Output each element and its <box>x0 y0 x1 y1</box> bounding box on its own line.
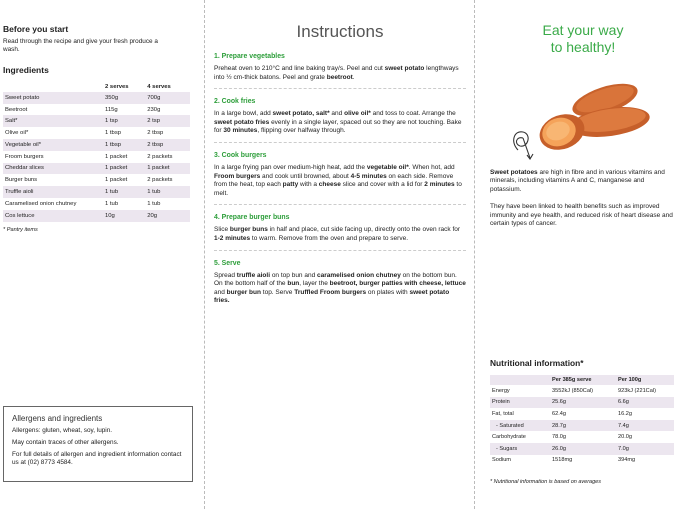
ingredient-amount: 230g <box>147 106 161 113</box>
ingredients-table <box>3 82 190 222</box>
nutrient-name: Sodium <box>492 457 511 464</box>
step-text-bold: patty <box>282 181 299 189</box>
step-heading: 2. Cook fries <box>214 98 256 106</box>
nutrient-name: - Sugars <box>490 443 550 455</box>
ingredient-row <box>3 151 190 163</box>
sweet-potato-illustration <box>490 62 675 162</box>
ingredient-amount: 2 tbsp <box>147 130 164 137</box>
step-text-part: In a large bowl, add <box>214 110 273 118</box>
step-text-bold: Froom burgers <box>214 172 261 180</box>
step-text-bold: 30 minutes <box>223 127 258 135</box>
ingredient-amount: 1 tsp <box>103 115 145 127</box>
ingredient-amount: 1 tbsp <box>103 139 145 151</box>
step-text-part: to warm. Remove from the oven and prepare to serve. <box>250 234 409 242</box>
nutrient-name: Fat, total <box>492 410 514 417</box>
ingredient-row <box>3 139 190 151</box>
nutrition-heading: Nutritional information* <box>490 358 584 368</box>
step-text-part: evenly in a single layer, spaced out so they are not touching. Bake for <box>214 118 462 135</box>
step-divider <box>214 142 466 143</box>
ingredient-amount: 1 packet <box>105 153 128 160</box>
before-you-start-text: Read through the recipe and give your fresh produce a wash. <box>3 38 158 54</box>
ingredient-amount: 1 packet <box>105 177 128 184</box>
step-heading: 3. Cook burgers <box>214 151 267 159</box>
ingredients-body <box>3 92 190 222</box>
ingredient-row <box>3 198 190 210</box>
step-text-bold: truffle aioli <box>236 271 271 279</box>
step-text <box>214 164 466 198</box>
step-text-part: and cook until browned, about <box>260 172 351 180</box>
health-column <box>484 0 679 509</box>
ingredient-row <box>3 174 190 186</box>
step-text-bold: beetroot, burger patties with cheese, lettuce <box>329 280 466 288</box>
sweet-potatoes-bold: Sweet potatoes <box>490 169 538 176</box>
ingredient-amount: 20g <box>145 210 190 222</box>
step-text-part: . When hot, add <box>408 163 455 171</box>
nutrient-value: 7.0g <box>616 443 674 455</box>
ingredient-name: Cos lettuce <box>3 210 103 222</box>
ingredient-name: Salt* <box>3 115 103 127</box>
step-text-part: to melt. <box>214 181 462 197</box>
ingredient-amount: 2 packets <box>147 177 173 184</box>
step-text-bold: olive oil* <box>344 110 371 118</box>
sweet-potatoes-rest: are high in fibre and in various vitamins and minerals, including vitamins A and C, manganese and potassium. <box>490 169 665 193</box>
ingredient-row <box>3 115 190 127</box>
nutrient-value: 923kJ (221Cal) <box>618 387 656 394</box>
step-text-bold: sweet potato <box>384 65 425 72</box>
step-text-bold: 4-5 minutes <box>350 172 387 180</box>
sweet-potato-benefits-text <box>490 169 674 194</box>
nutrient-name: Carbohydrate <box>492 434 526 441</box>
step-text-part: , layer the <box>299 280 330 288</box>
nutrient-value: 28.7g <box>550 420 616 432</box>
allergens-list: Allergens: gluten, wheat, soy, lupin. <box>12 427 113 434</box>
nutrition-header-cell <box>490 375 550 385</box>
step-text-bold: cheese <box>318 181 341 189</box>
ingredient-amount: 115g <box>105 106 118 113</box>
ingredient-amount: 1 packet <box>145 163 190 175</box>
ingredient-name: Froom burgers <box>5 153 44 160</box>
step-divider <box>214 250 466 251</box>
step-text-part: top. Serve <box>260 288 295 296</box>
sweet-potato-image <box>490 62 675 162</box>
nutrition-header-cell: Per 385g serve <box>550 375 616 385</box>
step-text-part: Slice <box>214 226 230 234</box>
health-benefits-text: They have been linked to health benefits such as improved immunity and eye health, and reduced risk of heart disease and certain types of cancer. <box>490 203 673 228</box>
nutrient-name: - Saturated <box>490 420 550 432</box>
step-text-bold: sweet potato fries <box>214 118 270 126</box>
allergens-traces: May contain traces of other allergens. <box>12 439 119 446</box>
nutrition-note: * Nutritional information is based on averages <box>490 479 601 485</box>
nutrition-row <box>490 397 674 409</box>
step-text-part: Preheat oven to 210°C and line baking tray/s. Peel and cut <box>214 65 385 72</box>
eat-healthy-line1: Eat your way <box>542 22 624 38</box>
nutrition-row <box>490 408 674 420</box>
nutrition-table <box>490 375 674 466</box>
ingredients-heading: Ingredients <box>3 64 49 75</box>
ingredient-amount: 1 tub <box>105 200 119 207</box>
ingredient-amount: 1 tub <box>103 186 145 198</box>
nutrient-name: Protein <box>490 397 550 409</box>
step-text <box>214 65 466 82</box>
ingredient-amount: 1 packet <box>103 163 145 175</box>
ingredient-name: Beetroot <box>5 106 28 113</box>
ingredient-amount: 350g <box>103 92 145 104</box>
ingredient-amount: 1 tub <box>147 200 161 207</box>
step-text <box>214 226 466 243</box>
nutrient-name: Energy <box>492 387 510 394</box>
step-divider <box>214 204 466 205</box>
ingredients-header-cell: 2 serves <box>105 83 129 90</box>
allergens-contact: For full details of allergen and ingredient information contact us at (02) 8773 4584. <box>12 451 182 466</box>
step-text-part: on top bun and <box>270 271 318 279</box>
nutrient-value: 7.4g <box>616 420 674 432</box>
ingredient-row <box>3 210 190 222</box>
ingredient-amount: 2 packets <box>147 153 173 160</box>
ingredient-name: Cheddar slices <box>3 163 103 175</box>
nutrition-row <box>490 443 674 455</box>
step-text-part: and <box>329 110 345 118</box>
ingredient-name: Olive oil* <box>5 130 29 137</box>
step-text-part: . <box>352 73 355 81</box>
step-text-bold: sweet potato fries. <box>214 288 450 305</box>
ingredients-header-cell <box>3 82 103 92</box>
nutrient-value: 1518mg <box>552 457 573 464</box>
ingredient-row <box>3 163 190 175</box>
step-text-bold: bun <box>287 280 300 288</box>
ingredient-amount: 2 tbsp <box>145 139 190 151</box>
ingredient-amount: 1 tub <box>145 186 190 198</box>
nutrient-value: 78.0g <box>552 434 566 441</box>
ingredient-name: Sweet potato <box>3 92 103 104</box>
step-text-part: In a large frying pan over medium-high heat, add the <box>214 163 367 171</box>
step-text-bold: 2 minutes <box>424 181 455 189</box>
nutrition-header-row <box>490 375 674 385</box>
ingredient-name: Caramelised onion chutney <box>5 200 77 207</box>
step-text-bold: vegetable oil* <box>366 163 409 171</box>
nutrition-row <box>490 431 674 443</box>
step-divider <box>214 88 466 89</box>
ingredient-row <box>3 186 190 198</box>
ingredient-row <box>3 127 190 139</box>
pantry-note: * Pantry items <box>3 226 38 233</box>
step-text-part: slice and cover with a lid for <box>340 181 425 189</box>
step-text-bold: Truffled Froom burgers <box>294 288 367 296</box>
before-you-start-heading: Before you start <box>3 24 69 34</box>
allergens-box <box>3 406 193 482</box>
step-text-part: and <box>214 288 227 296</box>
ingredient-amount: 2 tsp <box>145 115 190 127</box>
nutrition-header-cell: Per 100g <box>616 375 674 385</box>
step-heading: 4. Prepare burger buns <box>214 214 290 222</box>
nutrition-row <box>490 420 674 432</box>
ingredient-row <box>3 104 190 116</box>
step-text-bold: beetroot <box>326 73 353 81</box>
ingredient-amount: 1 tbsp <box>105 130 122 137</box>
allergens-title: Allergens and ingredients <box>12 414 103 423</box>
eat-healthy-line2: to healthy! <box>550 39 616 55</box>
step-text-part: and toss to coat. Arrange the <box>370 110 456 118</box>
nutrient-value: 20.0g <box>618 434 632 441</box>
instructions-column <box>204 0 475 509</box>
step-text <box>214 110 466 136</box>
step-text <box>214 272 466 306</box>
nutrition-body <box>490 385 674 466</box>
step-text-part: , flipping over halfway through. <box>257 127 346 135</box>
instructions-title: Instructions <box>296 22 384 41</box>
nutrient-value: 26.0g <box>550 443 616 455</box>
eat-healthy-title <box>498 22 668 56</box>
nutrition-row <box>490 455 674 467</box>
step-text-part: Spread <box>214 271 237 279</box>
nutrition-row <box>490 385 674 397</box>
nutrient-value: 6.6g <box>616 397 674 409</box>
ingredient-amount: 10g <box>103 210 145 222</box>
step-text-bold: 1-2 minutes <box>214 234 251 242</box>
step-heading: 1. Prepare vegetables <box>214 53 285 60</box>
step-text-part: in half and place, cut side facing up, directly onto the oven rack for <box>267 226 461 234</box>
step-text-part: on the bottom bun. On the bottom half of the <box>214 271 457 288</box>
ingredient-row <box>3 92 190 104</box>
ingredients-header-row <box>3 82 190 92</box>
step-text-bold: caramelised onion chutney <box>317 271 401 279</box>
step-heading: 5. Serve <box>214 259 241 267</box>
step-text-part: on each side. Remove from the heat, top each <box>214 172 454 189</box>
instruction-steps <box>214 53 466 306</box>
step-text-part: on plates with <box>366 288 410 296</box>
ingredient-name: Burger buns <box>5 177 38 184</box>
nutrient-value: 25.6g <box>550 397 616 409</box>
step-text-bold: burger bun <box>226 288 261 296</box>
step-text-part: with a <box>298 181 319 189</box>
nutrient-value: 394mg <box>618 457 636 464</box>
ingredient-name: Truffle aioli <box>3 186 103 198</box>
nutrient-value: 62.4g <box>552 410 566 417</box>
step-text-bold: burger buns <box>229 226 268 234</box>
nutrient-value: 16.2g <box>618 410 632 417</box>
step-text-part: lengthways into ½ cm-thick batons. Peel and grate <box>214 65 459 81</box>
ingredients-header-cell: 4 serves <box>147 83 171 90</box>
nutrient-value: 3552kJ (850Cal) <box>552 387 594 394</box>
step-text-bold: sweet potato, salt* <box>272 110 330 118</box>
ingredient-amount: 700g <box>145 92 190 104</box>
ingredient-name: Vegetable oil* <box>3 139 103 151</box>
